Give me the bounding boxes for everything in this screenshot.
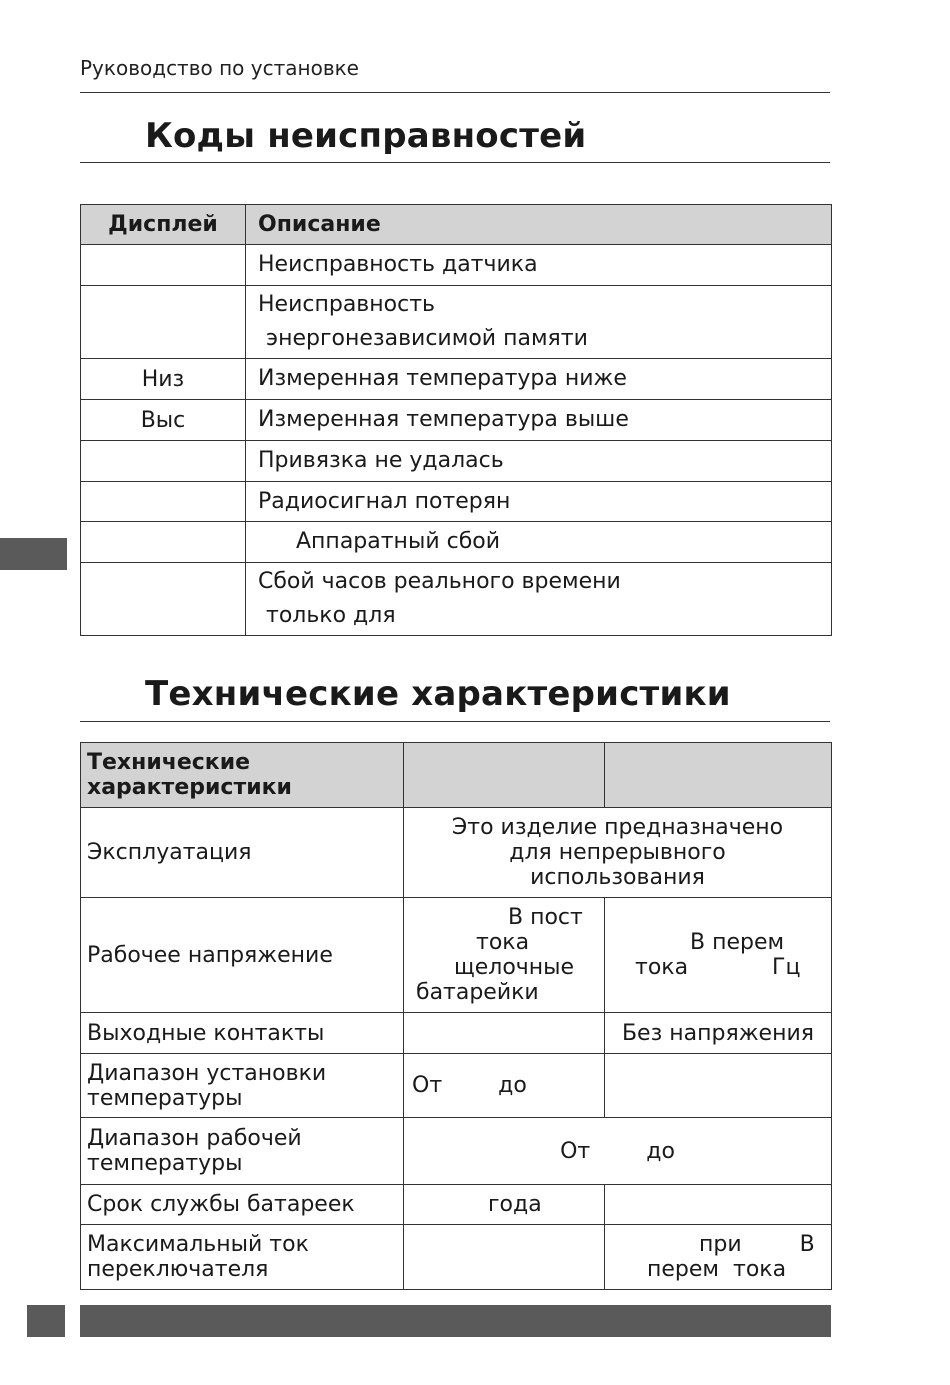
spec-value-ac: [605, 1185, 832, 1225]
spec-name: Эксплуатация: [81, 808, 404, 898]
fault-codes-title-rule: [80, 162, 830, 163]
display-cell: [81, 482, 246, 522]
header-line: характеристики: [87, 775, 292, 800]
specs-title: Технические характеристики: [145, 674, 731, 714]
spec-value-ac: [605, 1225, 832, 1290]
display-cell: [81, 522, 246, 563]
column-header-ac: [605, 743, 832, 808]
spec-value-ac: [605, 1054, 832, 1118]
column-header-specs: [81, 743, 404, 808]
value-line: В перем: [690, 930, 785, 955]
value-line: Это изделие предназначено: [451, 815, 784, 840]
description-cell: Привязка не удалась: [246, 441, 832, 482]
table-row: [81, 1054, 832, 1118]
value-word: до: [498, 1073, 527, 1098]
spec-value-dc: [404, 1225, 605, 1290]
display-cell: [81, 563, 246, 636]
specs-title-rule: [80, 721, 830, 722]
spec-name: Рабочее напряжение: [81, 898, 404, 1013]
description-line: Сбой часов реального времени: [258, 569, 621, 594]
value-word: От: [560, 1138, 591, 1164]
value-line: щелочные: [454, 955, 575, 980]
value-line: использования: [530, 865, 705, 890]
chapter-tab: [0, 538, 67, 570]
spec-value-dc: [404, 898, 605, 1013]
spec-value-dc: [404, 1054, 605, 1118]
value-word: В: [799, 1232, 815, 1257]
value-word: тока: [635, 955, 689, 980]
fault-codes-table: [80, 204, 832, 636]
description-cell: Измеренная температура выше: [246, 400, 832, 441]
footer-page-marker: [27, 1305, 65, 1337]
table-row: [81, 808, 832, 898]
table-row: [81, 245, 832, 286]
fault-codes-title: Коды неисправностей: [145, 116, 587, 156]
description-cell: Аппаратный сбой: [246, 522, 832, 563]
value-word: до: [646, 1138, 675, 1164]
spec-value: [404, 808, 832, 898]
description-cell: Измеренная температура ниже: [246, 359, 832, 400]
table-row: [81, 1013, 832, 1054]
value-word: при: [699, 1232, 742, 1257]
spec-name: [81, 1054, 404, 1118]
display-cell: [81, 441, 246, 482]
spec-value-ac: Без напряжения: [605, 1013, 832, 1054]
name-line: температуры: [87, 1085, 243, 1111]
value-word: От: [412, 1073, 443, 1098]
running-header: Руководство по установке: [80, 56, 359, 80]
name-line: Диапазон рабочей: [87, 1126, 302, 1151]
column-header-dc: [404, 743, 605, 808]
name-line: переключателя: [87, 1257, 269, 1282]
table-row: [81, 359, 832, 400]
table-row: [81, 898, 832, 1013]
table-row: [81, 1118, 832, 1185]
specs-table: [80, 742, 832, 1290]
value-line: тока: [476, 930, 530, 955]
header-line: Технические: [87, 750, 251, 775]
footer-bar: [80, 1305, 831, 1337]
table-row: [81, 400, 832, 441]
display-cell: Выс: [81, 400, 246, 441]
table-row: [81, 286, 832, 359]
spec-value: [404, 1118, 832, 1185]
value-line: [613, 955, 831, 980]
table-row: [81, 482, 832, 522]
table-row: [81, 522, 832, 563]
spec-name: Срок службы батареек: [81, 1185, 404, 1225]
spec-name: [81, 1225, 404, 1290]
header-rule: [80, 92, 830, 93]
description-cell: [246, 563, 832, 636]
specs-header-row: [81, 743, 832, 808]
fault-codes-header-row: [81, 205, 832, 245]
value-line: батарейки: [416, 980, 539, 1005]
value-line: [613, 1232, 831, 1257]
description-line: Неисправность: [258, 292, 435, 317]
description-cell: [246, 286, 832, 359]
spec-value-ac: [605, 898, 832, 1013]
table-row: [81, 1185, 832, 1225]
spec-value-dc: [404, 1013, 605, 1054]
spec-name: Выходные контакты: [81, 1013, 404, 1054]
value-word: Гц: [772, 955, 801, 980]
value-line: для непрерывного: [509, 840, 726, 865]
name-line: Максимальный ток: [87, 1232, 309, 1257]
table-row: [81, 563, 832, 636]
description-cell: Радиосигнал потерян: [246, 482, 832, 522]
table-row: [81, 1225, 832, 1290]
display-cell: [81, 245, 246, 286]
description-line: энергонезависимой памяти: [266, 326, 588, 351]
description-cell: Неисправность датчика: [246, 245, 832, 286]
display-cell: [81, 286, 246, 359]
column-header-description: Описание: [246, 205, 832, 245]
description-line: только для: [266, 603, 396, 628]
display-cell: Низ: [81, 359, 246, 400]
spec-name: [81, 1118, 404, 1185]
name-line: Диапазон установки: [87, 1060, 327, 1086]
column-header-display: Дисплей: [81, 205, 246, 245]
spec-value-dc: года: [404, 1185, 605, 1225]
name-line: температуры: [87, 1151, 243, 1176]
table-row: [81, 441, 832, 482]
value-line: перем тока: [647, 1257, 787, 1282]
value-line: В пост: [508, 905, 583, 930]
